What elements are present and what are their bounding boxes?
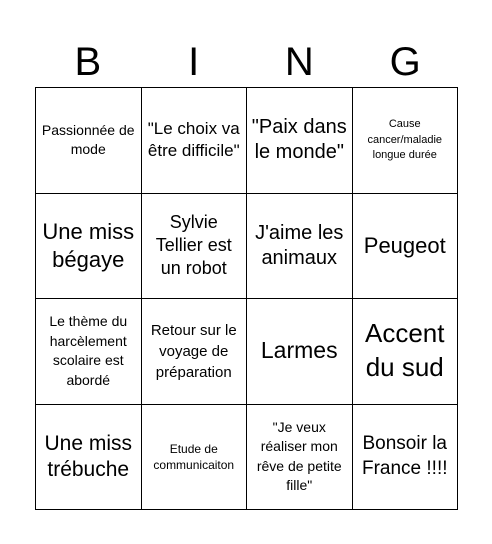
bingo-cell-text: Sylvie Tellier est un robot [155,211,232,279]
bingo-cell-text: "Paix dans le monde" [251,116,347,164]
bingo-cell-text: Passionnée de mode [41,121,135,158]
bingo-cell-r3c1[interactable] [36,299,142,405]
bingo-cell-text: Peugeot [363,233,446,258]
bingo-header [35,38,458,86]
header-letter-i: I [188,40,200,84]
bingo-cell-text: Une miss bégaye [42,219,135,272]
bingo-cell-text: Bonsoir la France !!!! [361,433,448,479]
bingo-cell-r1c4[interactable] [353,88,459,194]
bingo-cell-text: Le thème du harcèlement scolaire est abordé [49,313,128,388]
bingo-cell-text: Une miss trébuche [44,431,133,481]
bingo-cell-r2c2[interactable] [142,194,248,300]
bingo-cell-r3c3[interactable] [247,299,353,405]
bingo-cell-text: Accent du sud [365,318,445,383]
bingo-cell-text: Etude de communicaiton [153,441,235,472]
header-letter-g: G [389,40,421,84]
bingo-cell-text: J'aime les animaux [255,221,344,269]
bingo-cell-r3c4[interactable] [353,299,459,405]
bingo-cell-text: Retour sur le voyage de préparation [150,321,237,381]
bingo-cell-r4c4[interactable] [353,405,459,511]
bingo-cell-text: "Le choix va être difficile" [147,119,240,161]
bingo-cell-r2c4[interactable] [353,194,459,300]
bingo-grid [35,87,458,510]
bingo-cell-r1c2[interactable] [142,88,248,194]
bingo-cell-r4c1[interactable] [36,405,142,511]
header-letter-b: B [74,40,102,84]
bingo-cell-text: Larmes [260,337,338,364]
header-letter-n: N [284,40,314,84]
bingo-cell-r1c1[interactable] [36,88,142,194]
bingo-cell-r1c3[interactable] [247,88,353,194]
bingo-cell-text: "Je veux réaliser mon rêve de petite fille" [256,418,342,494]
bingo-cell-r4c2[interactable] [142,405,248,511]
bingo-cell-r4c3[interactable] [247,405,353,511]
bingo-cell-r2c1[interactable] [36,194,142,300]
bingo-cell-r2c3[interactable] [247,194,353,300]
bingo-cell-text: Cause cancer/maladie longue durée [367,118,443,161]
bingo-cell-r3c2[interactable] [142,299,248,405]
